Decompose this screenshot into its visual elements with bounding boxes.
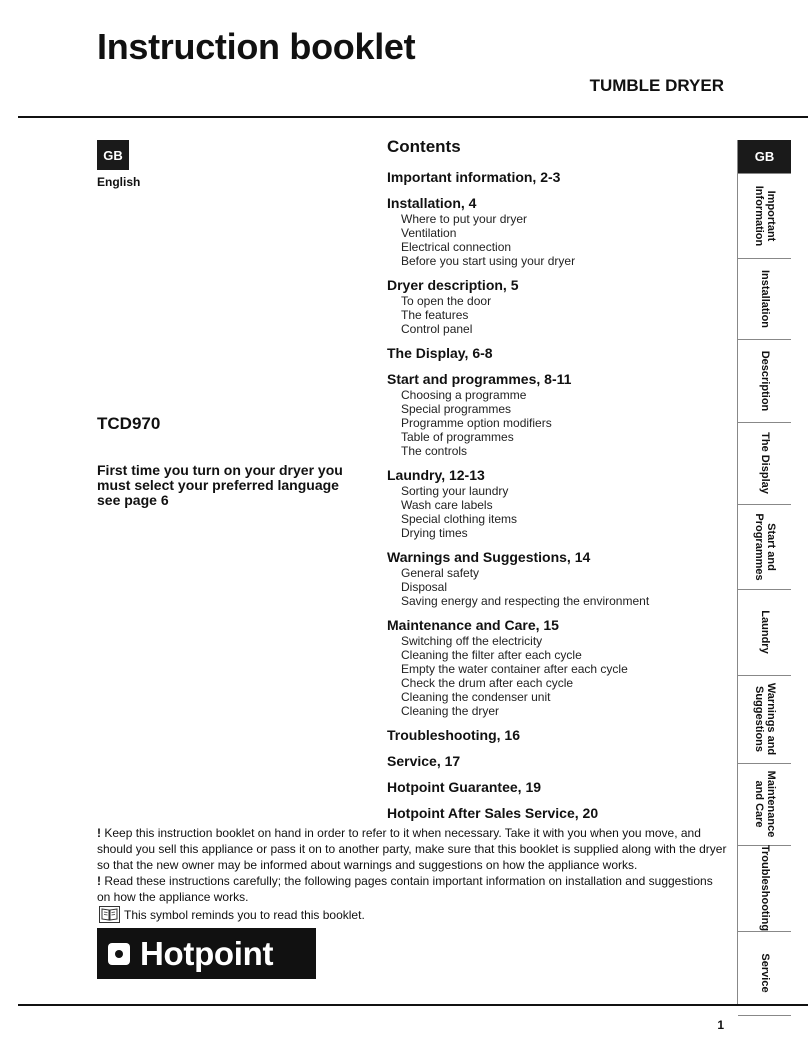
section-tabs [737, 140, 791, 1004]
tab-start-and-programmes [738, 504, 791, 590]
note-1 [97, 825, 729, 873]
tab-troubleshooting [738, 845, 791, 932]
tab-service [738, 931, 791, 1016]
contents-section-title: Maintenance and Care, 15 [387, 617, 559, 633]
hotpoint-logo [97, 928, 316, 979]
contents-section [387, 195, 727, 268]
contents-subitem: Control panel [401, 322, 473, 336]
contents-section [387, 617, 727, 718]
contents-subitem: Cleaning the condenser unit [401, 690, 551, 704]
contents-title: Contents [387, 137, 461, 156]
contents-section-title: The Display, 6-8 [387, 345, 493, 361]
note-2-text: Read these instructions carefully; the following pages contain important information on installation and suggestions on how the appliance works. [97, 874, 713, 904]
note-mark: ! [97, 826, 101, 840]
book-icon [99, 906, 120, 923]
note-2 [97, 873, 729, 905]
contents-subitem: Choosing a programme [401, 388, 527, 402]
hotpoint-mark-icon [108, 943, 130, 965]
contents-section-title: Start and programmes, 8-11 [387, 371, 572, 387]
contents-subitem: Special programmes [401, 402, 512, 416]
contents-section [387, 345, 727, 362]
language-name: English [97, 175, 141, 189]
table-of-contents [387, 137, 727, 831]
contents-section-title: Warnings and Suggestions, 14 [387, 549, 591, 565]
tab-the-display [738, 422, 791, 505]
contents-subitem: Cleaning the dryer [401, 704, 500, 718]
tab-installation [738, 258, 791, 340]
contents-subitem: General safety [401, 566, 480, 580]
contents-subitem: Switching off the electricity [401, 634, 543, 648]
contents-section-title: Troubleshooting, 16 [387, 727, 521, 743]
contents-section [387, 549, 727, 608]
contents-subitem: Sorting your laundry [401, 484, 509, 498]
contents-section [387, 371, 727, 458]
tab-warnings-and-suggestions [738, 675, 791, 764]
contents-subitem: The features [401, 308, 469, 322]
model-number: TCD970 [97, 414, 161, 433]
note-mark: ! [97, 874, 101, 888]
tab-maintenance-and-care [738, 763, 791, 846]
page-title: Instruction booklet [97, 26, 416, 67]
contents-subitem: Wash care labels [401, 498, 493, 512]
contents-section-title: Important information, 2-3 [387, 169, 561, 185]
contents-section-title: Laundry, 12-13 [387, 467, 485, 483]
contents-subitem: Table of programmes [401, 430, 514, 444]
contents-subitem: Disposal [401, 580, 448, 594]
side-tab-label: Laundry [758, 610, 771, 654]
contents-section [387, 753, 727, 770]
tab-important-information [738, 173, 791, 259]
contents-subitem: Before you start using your dryer [401, 254, 576, 268]
contents-subitem: Programme option modifiers [401, 416, 552, 430]
tab-gb: GB [738, 140, 791, 174]
contents-list [387, 169, 727, 822]
product-type: TUMBLE DRYER [589, 76, 724, 95]
contents-section [387, 727, 727, 744]
page-number: 1 [717, 1018, 724, 1032]
side-tab-label: Description [758, 350, 771, 411]
contents-subitem: Ventilation [401, 226, 457, 240]
side-tab-label: Important Information [752, 185, 777, 246]
side-tab-label: Maintenance and Care [752, 770, 777, 838]
symbol-note-text: This symbol reminds you to read this booklet. [124, 907, 365, 922]
contents-section [387, 779, 727, 796]
contents-section-title: Hotpoint Guarantee, 19 [387, 779, 542, 795]
side-tab-label: Warnings and Suggestions [752, 682, 777, 756]
hotpoint-logo-text: Hotpoint [140, 934, 274, 972]
contents-subitem: Drying times [401, 526, 468, 540]
tab-laundry [738, 589, 791, 676]
language-badge: GB [97, 140, 129, 170]
tab-description [738, 339, 791, 423]
contents-section-title: Dryer description, 5 [387, 277, 519, 293]
side-tab-label: The Display [758, 432, 771, 494]
top-divider [18, 116, 808, 118]
contents-subitem: Check the drum after each cycle [401, 676, 574, 690]
side-tab-label: Service [758, 953, 771, 993]
contents-subitem: Where to put your dryer [401, 212, 528, 226]
bottom-divider [18, 1004, 808, 1006]
contents-section [387, 169, 727, 186]
notes [97, 825, 729, 905]
contents-subitem: Empty the water container after each cycle [401, 662, 628, 676]
contents-section-title: Installation, 4 [387, 195, 477, 211]
contents-subitem: The controls [401, 444, 468, 458]
contents-section [387, 277, 727, 336]
note-1-text: Keep this instruction booklet on hand in order to refer to it when necessary. Take it with you when you move, and should you sell this appliance or pass it on to another party, make sure that this booklet is supplied along with the dryer so that the new owner may be informed about warnings and suggestions on how the appliance works. [97, 826, 727, 872]
contents-subitem: Special clothing items [401, 512, 518, 526]
contents-subitem: Electrical connection [401, 240, 512, 254]
side-tab-label: Installation [758, 269, 771, 328]
side-tab-label: Troubleshooting [758, 844, 771, 932]
contents-subitem: Cleaning the filter after each cycle [401, 648, 582, 662]
contents-section-title: Service, 17 [387, 753, 461, 769]
symbol-note [99, 906, 365, 923]
contents-subitem: Saving energy and respecting the environment [401, 594, 650, 608]
contents-subitem: To open the door [401, 294, 492, 308]
contents-section [387, 805, 727, 822]
first-time-note: First time you turn on your dryer you must select your preferred language see page 6 [97, 462, 343, 508]
contents-section-title: Hotpoint After Sales Service, 20 [387, 805, 599, 821]
side-tab-label: Start and Programmes [752, 512, 777, 581]
contents-section [387, 467, 727, 540]
